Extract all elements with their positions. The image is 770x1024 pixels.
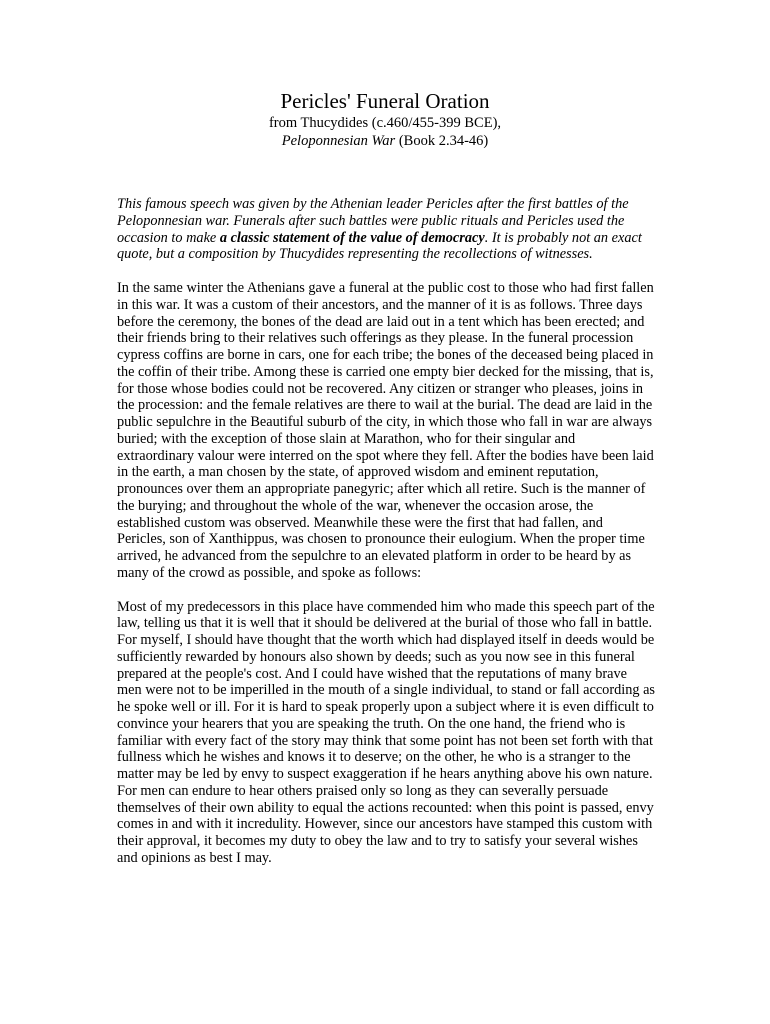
document-title: Pericles' Funeral Oration: [280, 89, 490, 113]
intro-text-part2: . It is probably not an exact quote, but a composition by Thucydides representing the recollections of witnesses.: [117, 229, 642, 263]
subtitle-work-title: Peloponnesian War: [281, 133, 396, 149]
subtitle-work-line: [0, 132, 770, 150]
oration-paragraph: Most of my predecessors in this place have commended him who made this speech part of the law, telling us that it is well that it should be delivered at the burial of those who fall in battle. For myself, I should have thought that the worth which had displayed itself in deeds would be sufficiently rewarded by honours also shown by deeds; such as you now see in this funeral prepared at the people's cost. And I could have wished that the reputations of many brave men were not to be imperilled in the mouth of a single individual, to stand or fall according as he spoke well or ill. For it is hard to speak properly upon a subject where it is even difficult to convince your hearers that you are speaking the truth. On the one hand, the friend who is familiar with every fact of the story may think that some point has not been set forth with that fullness which he wishes and knows it to deserve; on the other, he who is a stranger to the matter may be led by envy to suspect exaggeration if he hears anything above his own nature. For men can endure to hear others praised only so long as they can severally persuade themselves of their own ability to equal the actions recounted: when this point is passed, envy comes in and with it incredulity. However, since our ancestors have stamped this custom with their approval, it becomes my duty to obey the law and to try to satisfy your several wishes and opinions as best I may.: [117, 598, 655, 866]
document-body: [117, 196, 655, 884]
document-subtitle: [0, 114, 770, 150]
intro-paragraph: [117, 196, 655, 263]
subtitle-book-ref: (Book 2.34-46): [395, 133, 489, 149]
intro-text-part1: This famous speech was given by the Athenian leader Pericles after the first battles of the Peloponnesian war. Funerals after such battles were public rituals and Pericles used the occasion to make: [117, 196, 629, 246]
narrative-paragraph: In the same winter the Athenians gave a funeral at the public cost to those who had first fallen in this war. It was a custom of their ancestors, and the manner of it is as follows. Three days before the ceremony, the bones of the dead are laid out in a tent which has been erected; and their friends bring to their relatives such offerings as they please. In the funeral procession cypress coffins are borne in cars, one for each tribe; the bones of the deceased being placed in the coffin of their tribe. Among these is carried one empty bier decked for the missing, that is, for those whose bodies could not be recovered. Any citizen or stranger who pleases, joins in the procession: and the female relatives are there to wail at the burial. The dead are laid in the public sepulchre in the Beautiful suburb of the city, in which those who fall in war are always buried; with the exception of those slain at Marathon, who for their singular and extraordinary valour were interred on the spot where they fell. After the bodies have been laid in the earth, a man chosen by the state, of approved wisdom and eminent reputation, pronounces over them an appropriate panegyric; after which all retire. Such is the manner of the burying; and throughout the whole of the war, whenever the occasion arose, the established custom was observed. Meanwhile these were the first that had fallen, and Pericles, son of Xanthippus, was chosen to pronounce their eulogium. When the proper time arrived, he advanced from the sepulchre to an elevated platform in order to be heard by as many of the crowd as possible, and spoke as follows:: [117, 280, 654, 581]
intro-emphasis: a classic statement of the value of democracy: [219, 229, 485, 246]
subtitle-source: from Thucydides (c.460/455-399 BCE),: [268, 115, 502, 131]
